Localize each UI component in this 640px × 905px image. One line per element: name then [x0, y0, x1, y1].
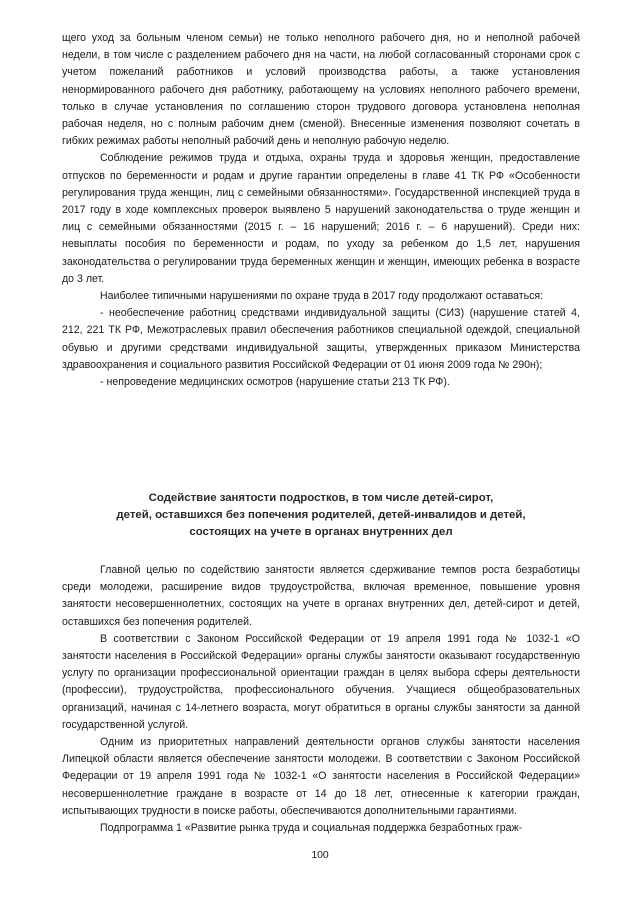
- paragraph: Главной целью по содействию занятости является сдерживание темпов роста безработицы среди молодежи, расширение видов трудоустройства, включая временное, повышение уровня занятости несовершеннолетних, состоящих на учете в органах внутренних дел, детей-сирот и детей, оставшихся без попечения родителей.: [62, 564, 580, 628]
- top-text-block: [62, 30, 580, 391]
- section-heading-line: детей, оставшихся без попечения родителей, детей-инвалидов и детей,: [116, 509, 526, 521]
- paragraph: Соблюдение режимов труда и отдыха, охраны труда и здоровья женщин, предоставление отпусков по беременности и родам и другие гарантии определены в главе 41 ТК РФ «Особенности регулирования труда женщин, лиц с семейными обязанностями». Государственной инспекцией труда в 2017 году в ходе комплексных проверок выявлено 5 нарушений законодательства о труде женщин и лиц с семейными обязанностями (2015 г. – 16 нарушений; 2016 г. – 6 нарушений). Среди них: невыплаты пособия по беременности и родам, по уходу за ребенком до 1,5 лет, нарушения законодательства о регулировании труда беременных женщин и женщин, имеющих ребенка в возрасте до 3 лет.: [62, 152, 580, 285]
- page-number: 100: [311, 850, 329, 861]
- paragraph: В соответствии с Законом Российской Федерации от 19 апреля 1991 года № 1032-1 «О занятости населения в Российской Федерации» органы службы занятости оказывают государственную услугу по организации профессиональной ориентации граждан в целях выбора сферы деятельности (профессии), трудоустройства, профессионального обучения. Учащиеся общеобразовательных организаций, начиная с 14-летнего возраста, могут обратиться в органы службы занятости за данной государственной услугой.: [62, 632, 580, 731]
- paragraph: Подпрограмма 1 «Развитие рынка труда и социальная поддержка безработных граж-: [100, 822, 523, 835]
- section-heading-line: Содействие занятости подростков, в том числе детей-сирот,: [148, 492, 494, 504]
- paragraph: Наиболее типичными нарушениями по охране труда в 2017 году продолжают оставаться:: [100, 290, 544, 303]
- paragraph-list-item: - необеспечение работниц средствами индивидуальной защиты (СИЗ) (нарушение статей 4, 212, 221 ТК РФ, Межотраслевых правил обеспечения работников специальной одеждой, специальной обувью и другими средствами индивидуальной защиты, утвержденных приказом Министерства здравоохранения и социального развития Российской Федерации от 01 июня 2009 года № 290н);: [62, 307, 580, 371]
- paragraph: щего уход за больным членом семьи) не только неполного рабочего дня, но и неполной рабочей недели, в том числе с разделением рабочего дня на части, на любой согласованный сторонами срок с учетом пожеланий работников и условий производства работы, а также установления ненормированного рабочего дня работнику, работающему на условиях неполного рабочего времени, только в случае установления по соглашению сторон трудового договора установлена неполная рабочая неделя, но с полным рабочим днем (сменой). Внесенные изменения позволяют сочетать в гибких режимах работы неполный рабочий день и неполную рабочую неделю.: [62, 32, 580, 148]
- bottom-text-block: [62, 562, 580, 837]
- section-heading: [62, 490, 580, 541]
- paragraph: Одним из приоритетных направлений деятельности органов службы занятости населения Липецкой области является обеспечение занятости молодежи. В соответствии с Законом Российской Федерации от 19 апреля 1991 года № 1032-1 «О занятости населения в Российской Федерации» несовершеннолетние граждане в возрасте от 14 до 18 лет, отнесенные к категории граждан, испытывающих трудности в поиске работы, обеспечиваются дополнительными гарантиями.: [62, 736, 580, 817]
- section-heading-line: состоящих на учете в органах внутренних дел: [189, 526, 453, 538]
- paragraph-list-item: - непроведение медицинских осмотров (нарушение статьи 213 ТК РФ).: [100, 376, 450, 389]
